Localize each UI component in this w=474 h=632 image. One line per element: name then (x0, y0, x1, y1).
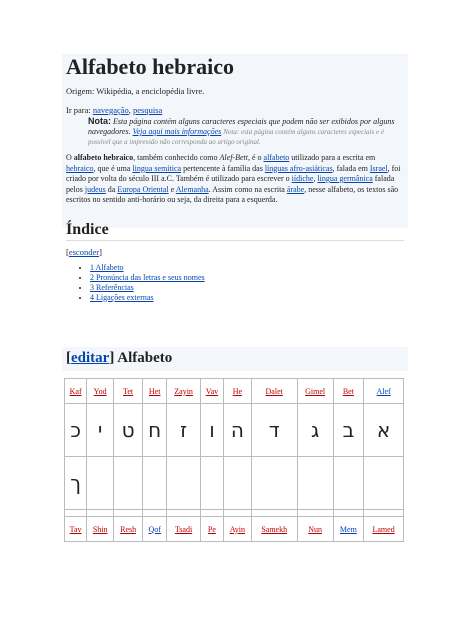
letter-name-cell (251, 517, 297, 542)
hebrew-final-letter-cell (167, 457, 201, 510)
toc-hide-link[interactable]: esconder (68, 246, 100, 257)
hebrew-final-letter-cell (143, 457, 167, 510)
jump-sep: , (128, 105, 134, 115)
letter-name-cell (333, 379, 364, 404)
empty-cell (251, 510, 297, 517)
intro-text: falada pelos (66, 174, 395, 194)
empty-cell (223, 510, 251, 517)
intro-text: , foi criado por volta do século III a.C. Também é utilizado para escrever o (66, 163, 401, 183)
toc-item (90, 273, 404, 283)
letter-name-cell (65, 379, 87, 404)
intro-text: O (66, 153, 74, 162)
link-alfabeto[interactable]: alfabeto (263, 153, 290, 162)
alphabet-name-row (65, 379, 404, 404)
letter-name-link[interactable]: Pe (207, 524, 216, 534)
edit-section-link[interactable]: editar (71, 350, 110, 366)
empty-cell (167, 510, 201, 517)
bracket: ] (109, 350, 115, 366)
letter-name-link[interactable]: Alef (376, 386, 391, 396)
letter-name-link[interactable]: Vav (205, 386, 219, 396)
jump-to (66, 105, 404, 116)
letter-name-link[interactable]: Lamed (372, 524, 395, 534)
letter-name-cell (297, 517, 333, 542)
alphabet-final-row (65, 457, 404, 510)
alphabet-name-row-bottom (65, 517, 404, 542)
letter-name-link[interactable]: Resh (120, 524, 137, 534)
jump-search-link[interactable]: pesquisa (133, 105, 163, 115)
section-title-text: Alfabeto (114, 350, 173, 366)
intro-text: , falada em (332, 163, 370, 173)
link-judeus[interactable]: judeus (84, 184, 106, 194)
toc-item (90, 263, 404, 273)
hebrew-letter-cell: ח (143, 404, 167, 457)
empty-cell (333, 510, 364, 517)
toc-heading: Índice (66, 220, 404, 241)
hebrew-letter-cell: ג (297, 404, 333, 457)
link-linguas-afro-asiaticas[interactable]: línguas afro-asiáticas (264, 163, 333, 173)
hebrew-final-letter-cell (364, 457, 404, 510)
intro-text: utilizado para a escrita em (289, 153, 376, 162)
intro-text: . Assim como na escrita (208, 184, 287, 194)
empty-cell (297, 510, 333, 517)
letter-name-cell (364, 517, 404, 542)
empty-cell (143, 510, 167, 517)
hebrew-letter-cell: ד (251, 404, 297, 457)
toc-link-pronuncia[interactable]: 2 Pronúncia das letras e seus nomes (90, 272, 205, 282)
link-iidiche[interactable]: iídiche (291, 174, 314, 183)
letter-name-cell (333, 517, 364, 542)
letter-name-cell (297, 379, 333, 404)
alphabet-letter-row (65, 404, 404, 457)
letter-name-cell (65, 517, 87, 542)
letter-name-link[interactable]: Ayin (229, 524, 245, 534)
hebrew-letter-cell: א (364, 404, 404, 457)
letter-name-cell (200, 379, 223, 404)
alphabet-gap-row (65, 510, 404, 517)
intro-paragraph (66, 153, 404, 206)
hebrew-final-letter-cell (333, 457, 364, 510)
toc-item (90, 283, 404, 293)
note-gray-text: Nota: esta página contém alguns caracteres especiais e é possível que a impressão não corresponda ao artigo original. (88, 128, 384, 146)
note-text: Esta página contém alguns caracteres especiais que podem não ser exibidos por alguns navegadores. (88, 117, 395, 136)
hebrew-letter-cell: כ (65, 404, 87, 457)
bracket: [ (66, 350, 71, 366)
link-alemanha[interactable]: Alemanha (175, 184, 209, 194)
letter-name-cell (114, 379, 143, 404)
toc-link-referencias[interactable]: 3 Referências (90, 282, 134, 292)
letter-name-link[interactable]: Mem (339, 524, 357, 534)
intro-text: , é o (247, 153, 264, 162)
letter-name-link[interactable]: Het (148, 386, 161, 396)
intro-text: , também conhecido como (133, 153, 220, 162)
hebrew-letter-cell: ה (223, 404, 251, 457)
hebrew-final-letter-cell (251, 457, 297, 510)
letter-name-link[interactable]: Tet (123, 386, 134, 396)
letter-name-link[interactable]: Dalet (265, 386, 283, 396)
hebrew-letter-cell: ו (200, 404, 223, 457)
link-europa-oriental[interactable]: Europa Oriental (117, 184, 169, 194)
letter-name-link[interactable]: Shin (92, 524, 108, 534)
toc-list (90, 263, 404, 303)
letter-name-link[interactable]: Qof (148, 524, 161, 534)
intro-text: da (105, 184, 118, 194)
section-heading-alfabeto (66, 348, 172, 368)
letter-name-link[interactable]: Nun (308, 524, 322, 534)
link-lingua-semitica[interactable]: lingua semítica (132, 163, 182, 173)
empty-cell (65, 510, 87, 517)
intro-text: pertencente à família das (181, 163, 265, 173)
hebrew-letter-cell: ז (167, 404, 201, 457)
hebrew-final-letter-cell: ך (65, 457, 87, 510)
letter-name-link[interactable]: Gimel (305, 386, 326, 396)
hebrew-letter-cell: י (87, 404, 114, 457)
toc-link-alfabeto[interactable]: 1 Alfabeto (90, 262, 124, 272)
hebrew-alphabet-table (64, 378, 404, 542)
hebrew-final-letter-cell (200, 457, 223, 510)
empty-cell (364, 510, 404, 517)
empty-cell (87, 510, 114, 517)
site-subtitle: Origem: Wikipédia, a enciclopédia livre. (66, 86, 205, 96)
empty-cell (200, 510, 223, 517)
intro-text: , que é uma (93, 163, 133, 173)
letter-name-cell (200, 517, 223, 542)
hebrew-final-letter-cell (223, 457, 251, 510)
toc-link-ligacoes[interactable]: 4 Ligações externas (90, 292, 154, 302)
hebrew-final-letter-cell (87, 457, 114, 510)
letter-name-cell (223, 517, 251, 542)
letter-name-link[interactable]: Zayin (174, 386, 193, 396)
letter-name-link[interactable]: Yod (93, 386, 107, 396)
jump-to-label: Ir para: (66, 105, 91, 115)
bracket: [ (66, 246, 69, 257)
link-arabe[interactable]: árabe (286, 184, 305, 194)
intro-text: e (168, 184, 176, 194)
letter-name-cell (167, 517, 201, 542)
hebrew-letter-cell: ב (333, 404, 364, 457)
letter-name-link[interactable]: Kaf (69, 386, 82, 396)
bracket: ] (99, 246, 102, 257)
letter-name-cell (223, 379, 251, 404)
letter-name-cell (167, 379, 201, 404)
link-israel[interactable]: Israel (369, 163, 388, 173)
hebrew-final-letter-cell (114, 457, 143, 510)
hebrew-final-letter-cell (297, 457, 333, 510)
page-title: Alfabeto hebraico (66, 54, 235, 79)
special-chars-note (88, 116, 404, 147)
empty-cell (114, 510, 143, 517)
article-content (66, 52, 404, 303)
link-hebraico[interactable]: hebraico (66, 163, 94, 173)
intro-bold-term: alfabeto hebraico (73, 153, 134, 162)
letter-name-link[interactable]: Tsadi (174, 524, 193, 534)
letter-name-cell (251, 379, 297, 404)
note-more-info-link[interactable]: Veja aqui mais informações (132, 127, 222, 136)
intro-text: , nesse alfabeto, os textos são escritos no sentido anti-horário ou seja, da direita para a esquerda. (66, 184, 399, 204)
letter-name-cell (114, 517, 143, 542)
toc-toggle (66, 247, 404, 257)
letter-name-link[interactable]: Samekh (261, 524, 288, 534)
note-label: Nota: (88, 116, 111, 126)
letter-name-cell (87, 517, 114, 542)
letter-name-cell (143, 517, 167, 542)
intro-italic-term: Alef-Bett (219, 153, 248, 162)
letter-name-cell (364, 379, 404, 404)
jump-nav-link[interactable]: navegação (92, 105, 129, 115)
letter-name-link[interactable]: Tav (69, 524, 82, 534)
hebrew-letter-cell: ט (114, 404, 143, 457)
toc-item (90, 293, 404, 303)
letter-name-cell (143, 379, 167, 404)
letter-name-link[interactable]: He (232, 386, 243, 396)
letter-name-link[interactable]: Bet (342, 386, 354, 396)
link-lingua-germanica[interactable]: lingua germânica (317, 174, 373, 183)
intro-text: , (313, 174, 318, 183)
letter-name-cell (87, 379, 114, 404)
